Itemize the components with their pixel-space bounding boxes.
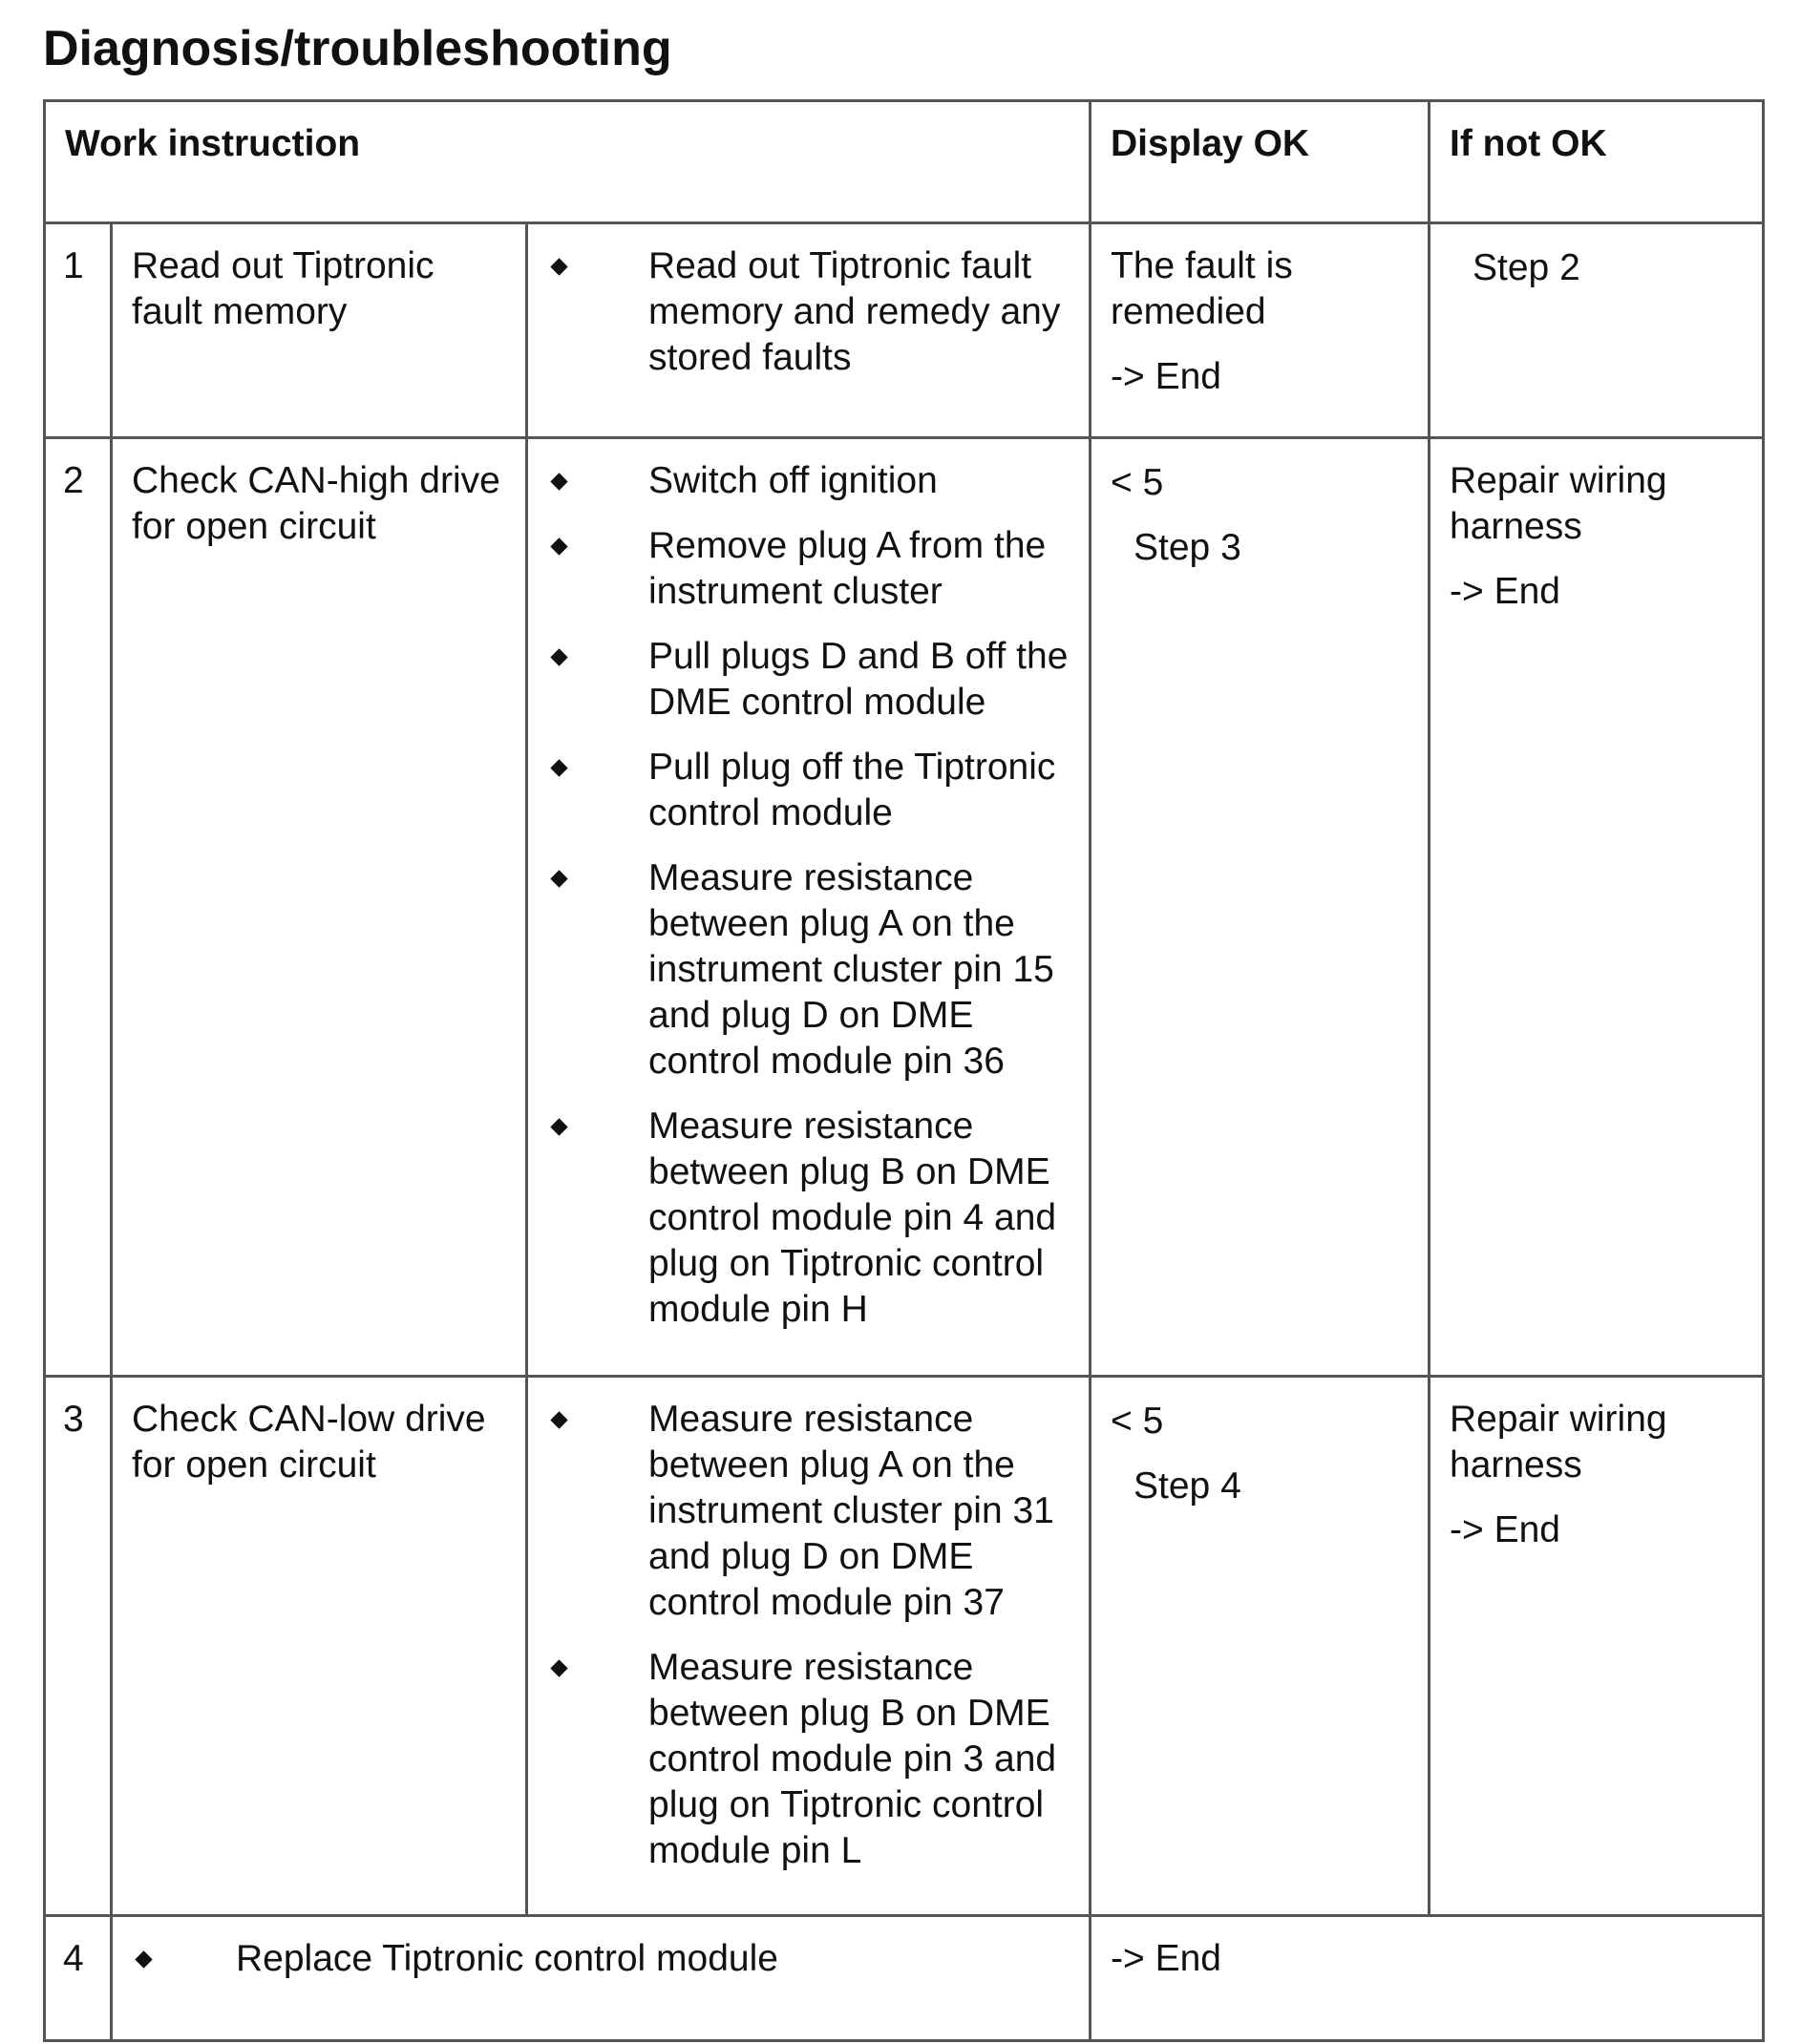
list-item (547, 1104, 1077, 1333)
table-row (45, 1916, 1764, 2041)
list-item (547, 243, 1077, 381)
action-text: Replace Tiptronic control module (236, 1938, 778, 1979)
action-text: Pull plugs D and B off the DME control module (648, 636, 1069, 723)
diamond-bullet-icon (550, 759, 567, 776)
diamond-bullet-icon (550, 1659, 567, 1676)
action-text: Measure resistance between plug B on DME control module pin 4 and plug on Tiptronic control module pin H (648, 1106, 1057, 1330)
list-item (547, 634, 1077, 726)
if-not-ok-cell (1430, 223, 1764, 438)
header-display-ok: Display OK (1091, 101, 1430, 223)
page-title: Diagnosis/troubleshooting (43, 21, 672, 76)
step-number: 4 (45, 1916, 112, 2041)
display-ok-cell (1091, 223, 1430, 438)
action-text: Switch off ignition (648, 460, 938, 501)
header-if-not-ok: If not OK (1430, 101, 1764, 223)
display-ok-next: Step 4 (1134, 1465, 1241, 1507)
list-item (547, 523, 1077, 615)
action-text: Pull plug off the Tiptronic control module (648, 747, 1056, 833)
step-title: Check CAN-low drive for open circuit (112, 1377, 527, 1916)
table-row (45, 438, 1764, 1377)
display-ok-next: Step 3 (1134, 527, 1241, 568)
action-text: Read out Tiptronic fault memory and remedy any stored faults (648, 245, 1061, 378)
display-ok-cell (1091, 438, 1430, 1377)
diamond-bullet-icon (550, 473, 567, 490)
if-not-ok-text: Repair wiring harness (1450, 1399, 1667, 1486)
step-actions (112, 1916, 1091, 2041)
step-actions (527, 223, 1091, 438)
header-work-instruction: Work instruction (45, 101, 1091, 223)
table-header-row (45, 101, 1764, 223)
diamond-bullet-icon (550, 648, 567, 665)
step-title: Read out Tiptronic fault memory (112, 223, 527, 438)
if-not-ok-cell (1430, 1377, 1764, 1916)
diamond-bullet-icon (550, 537, 567, 555)
action-text: Measure resistance between plug B on DME control module pin 3 and plug on Tiptronic control module pin L (648, 1647, 1057, 1871)
action-text: Remove plug A from the instrument cluster (648, 525, 1047, 612)
display-ok-value: < 5 (1111, 1401, 1164, 1442)
if-not-ok-next: -> End (1450, 1509, 1560, 1550)
step-actions (527, 438, 1091, 1377)
action-text: Measure resistance between plug A on the instrument cluster pin 15 and plug D on DME control module pin 36 (648, 857, 1054, 1082)
list-item (547, 1645, 1077, 1874)
diamond-bullet-icon (550, 1118, 567, 1135)
step-actions (527, 1377, 1091, 1916)
display-ok-text: The fault is remedied (1111, 245, 1293, 332)
diagnosis-table (43, 99, 1765, 2042)
diamond-bullet-icon (550, 1411, 567, 1428)
list-item (547, 1397, 1077, 1626)
step-title: Check CAN-high drive for open circuit (112, 438, 527, 1377)
display-ok-next: -> End (1111, 356, 1221, 397)
diamond-bullet-icon (550, 870, 567, 887)
table-row (45, 1377, 1764, 1916)
diamond-bullet-icon (550, 258, 567, 275)
display-ok-cell (1091, 1377, 1430, 1916)
display-ok-cell: -> End (1091, 1916, 1764, 2041)
table-row (45, 223, 1764, 438)
if-not-ok-text: Step 2 (1473, 247, 1580, 288)
list-item (547, 458, 1077, 504)
step-number: 1 (45, 223, 112, 438)
list-item (547, 855, 1077, 1085)
diamond-bullet-icon (135, 1950, 152, 1968)
if-not-ok-next: -> End (1450, 571, 1560, 612)
if-not-ok-cell (1430, 438, 1764, 1377)
action-text: Measure resistance between plug A on the instrument cluster pin 31 and plug D on DME control module pin 37 (648, 1399, 1054, 1623)
list-item (547, 745, 1077, 836)
if-not-ok-text: Repair wiring harness (1450, 460, 1667, 547)
step-number: 3 (45, 1377, 112, 1916)
list-item (132, 1936, 1070, 1982)
step-number: 2 (45, 438, 112, 1377)
display-ok-value: < 5 (1111, 462, 1164, 503)
